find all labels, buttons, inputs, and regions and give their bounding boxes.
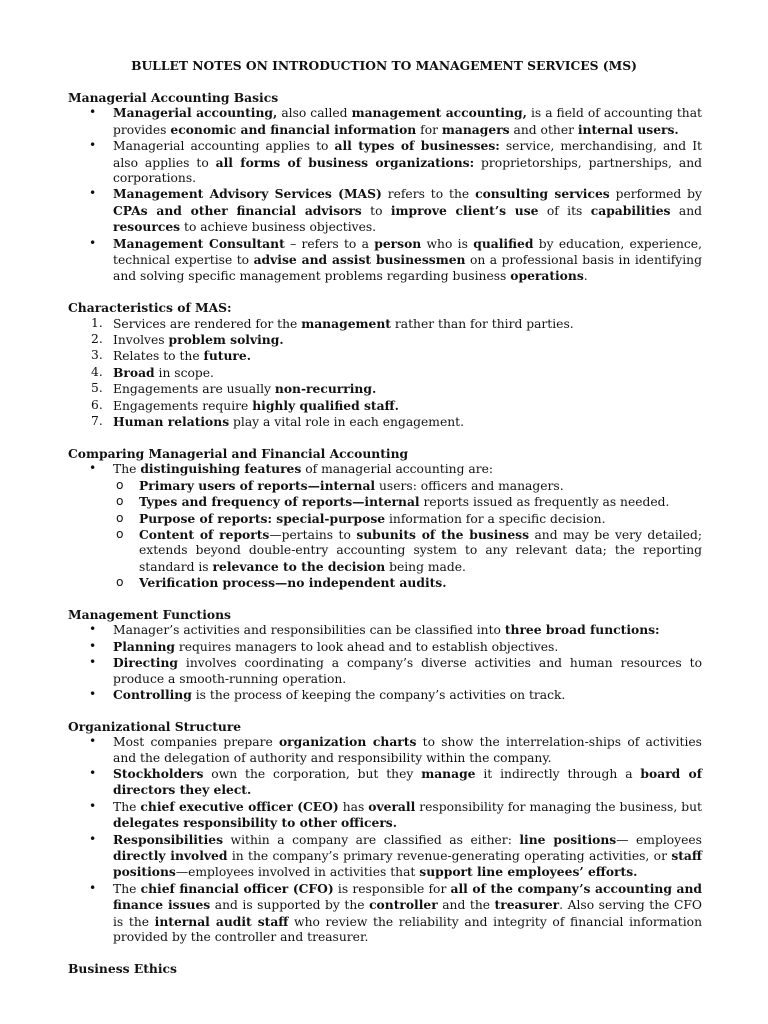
bullet-item: • Manager’s activities and responsibilities can be classified into three broad functions: xyxy=(68,622,702,638)
section-managerial-accounting-basics xyxy=(68,90,702,285)
sub-bullet-item: o Types and frequency of reports—internal reports issued as frequently as needed. xyxy=(68,494,702,510)
bullet-item: • The chief executive officer (CEO) has overall responsibility for managing the business, but delegates responsibility to other officers. xyxy=(68,799,702,832)
numbered-item: 3. Relates to the future. xyxy=(91,348,251,364)
document-body xyxy=(68,90,702,976)
bullet-item: • Most companies prepare organization charts to show the interrelation-ships of activities and the delegation of authority and responsibility within the company. xyxy=(68,734,702,766)
bullet-list xyxy=(68,622,702,703)
section-heading: Managerial Accounting Basics xyxy=(68,90,279,105)
bullet-list xyxy=(68,734,702,945)
bullet-item: • Managerial accounting, also called management accounting, is a field of accounting that provides economic and financial information for managers and other internal users. xyxy=(68,105,702,138)
section-comparing-accounting xyxy=(68,446,702,592)
numbered-item: 1. Services are rendered for the management rather than for third parties. xyxy=(91,315,574,331)
section-management-functions xyxy=(68,607,702,703)
sub-bullet-item: o Purpose of reports: special-purpose information for a specific decision. xyxy=(68,511,702,527)
section-heading: Organizational Structure xyxy=(68,718,242,734)
sub-bullet-item: o Primary users of reports—internal users: officers and managers. xyxy=(68,478,702,494)
numbered-list xyxy=(68,316,702,431)
sub-bullet-item: o Content of reports—pertains to subunits of the business and may be very detailed; extends beyond double-entry accounting system to any relevant data; the reporting standard is relevance to the decision being made. xyxy=(68,527,702,575)
numbered-item: 2. Involves problem solving. xyxy=(91,332,284,348)
numbered-item: 4. Broad in scope. xyxy=(91,364,214,380)
bullet-item: • Directing involves coordinating a company’s diverse activities and human resources to produce a smooth-running operation. xyxy=(68,655,702,687)
bullet-item: • Management Advisory Services (MAS) refers to the consulting services performed by CPAs and other financial advisors to improve client’s use of its capabilities and resources to achieve business objectives. xyxy=(68,186,702,235)
bullet-item: • Stockholders own the corporation, but they manage it indirectly through a board of directors they elect. xyxy=(68,766,702,799)
section-organizational-structure xyxy=(68,719,702,946)
numbered-item: 7. Human relations play a vital role in each engagement. xyxy=(91,414,465,430)
section-characteristics-of-mas xyxy=(68,300,702,430)
section-heading: Comparing Managerial and Financial Accounting xyxy=(68,445,409,461)
section-heading: Characteristics of MAS: xyxy=(68,300,232,316)
bullet-item: • The chief financial officer (CFO) is responsible for all of the company’s accounting and finance issues and is supported by the controller and the treasurer. Also serving the CFO is the internal audit staff who review the reliability and integrity of financial information provided by the controller and treasurer. xyxy=(68,881,702,946)
bullet-item: • Responsibilities within a company are classified as either: line positions— employees directly involved in the company’s primary revenue-generating operating activities, or staff positions—employees involved in activities that support line employees’ efforts. xyxy=(68,832,702,881)
numbered-item: 6. Engagements require highly qualified staff. xyxy=(91,397,399,413)
document-title: BULLET NOTES ON INTRODUCTION TO MANAGEMENT SERVICES (MS) xyxy=(131,58,637,73)
section-heading: Management Functions xyxy=(68,606,231,622)
sub-bullet-list xyxy=(68,478,702,592)
section-business-ethics xyxy=(68,961,702,976)
numbered-item: 5. Engagements are usually non-recurring. xyxy=(91,381,377,397)
bullet-list xyxy=(68,105,702,284)
bullet-item: • Planning requires managers to look ahead and to establish objectives. xyxy=(68,639,702,655)
bullet-item: • Managerial accounting applies to all types of businesses: service, merchandising, and It also applies to all forms of business organizations: proprietorships, partnerships, and corporations. xyxy=(68,138,702,186)
bullet-item: • Management Consultant – refers to a person who is qualified by education, experience, technical expertise to advise and assist businessmen on a professional basis in identifying and solving specific management problems regarding business operations. xyxy=(68,236,702,285)
sub-bullet-item: o Verification process—no independent audits. xyxy=(68,575,702,591)
section-heading: Business Ethics xyxy=(68,960,177,976)
bullet-item: • The distinguishing features of managerial accounting are: xyxy=(68,461,702,477)
bullet-list xyxy=(68,461,702,477)
bullet-item: • Controlling is the process of keeping the company’s activities on track. xyxy=(68,687,702,703)
